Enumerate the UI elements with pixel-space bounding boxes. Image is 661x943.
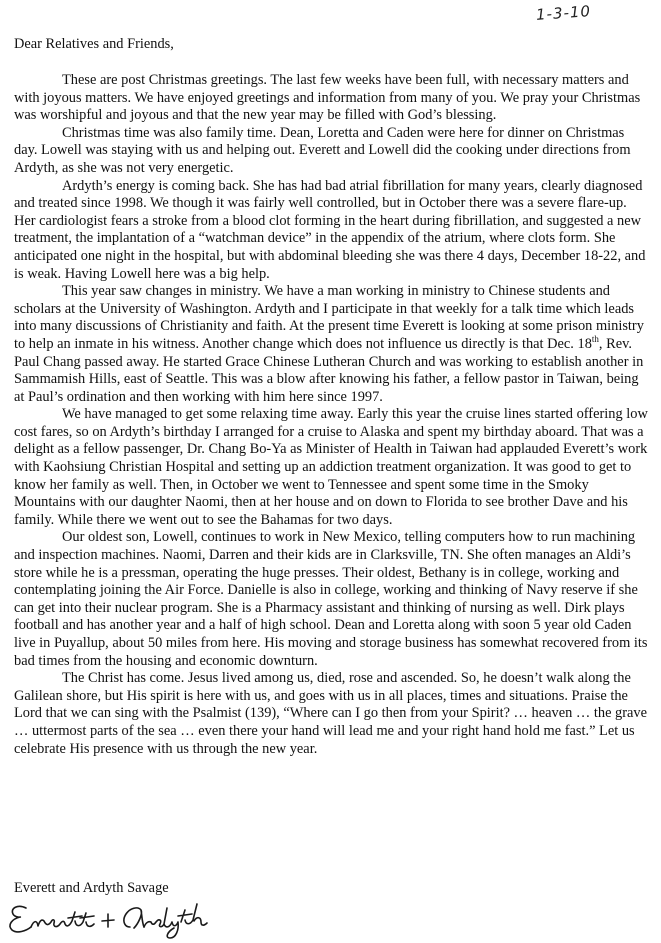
closing-names: Everett and Ardyth Savage xyxy=(14,880,169,896)
paragraph-children: Our oldest son, Lowell, continues to work in New Mexico, telling computers how to run machining and inspection machines. Naomi, Darren and their kids are in Clarksville, TN. She often manages an Aldi’s store while he is a pressman, operating the huge presses. Their oldest, Bethany is in college, working and contemplating joining the Air Force. Danielle is also in college, working and thinking of Navy reserve if she can get into their nuclear program. She is a Pharmacy assistant and thinking of nursing as well. Dirk plays football and has another year and a half of high school. Dean and Loretta along with soon 5 year old Caden live in Puyallup, about 50 miles from here. His moving and storage business has somewhat recovered from its bad times from the housing and economic downturn. xyxy=(14,529,648,669)
paragraph-ministry xyxy=(14,283,650,406)
paragraph-travel: We have managed to get some relaxing time away. Early this year the cruise lines started offering low cost fares, so on Ardyth’s birthday I arranged for a cruise to Alaska and spent my birthday aboard. That was a delight as a fellow passenger, Dr. Chang Bo-Ya as Minister of Health in Taiwan had applauded Everett’s work with Kaohsiung Christian Hospital and setting up an addiction treatment organization. It was good to get to know her family as well. Then, in October we went to Tennessee and spent some time in the Smoky Mountains with our daughter Naomi, then at her house and on down to Florida to see brother Dave and his family. While there we went out to see the Bahamas for two days. xyxy=(14,406,648,528)
salutation: Dear Relatives and Friends, xyxy=(14,36,174,52)
ministry-text-before: This year saw changes in ministry. We have a man working in ministry to Chinese students and scholars at the University of Washington. Ardyth and I participate in that weekly for a talk time which leads into many discussions of Christianity and faith. At the present time Everett is looking at some prison ministry to help an inmate in his witness. Another change which does not influence us directly is that Dec. 18 xyxy=(14,283,644,352)
handwritten-date: 1-3-10 xyxy=(535,2,592,24)
ordinal-suffix: th xyxy=(591,334,599,345)
paragraph-christ: The Christ has come. Jesus lived among us, died, rose and ascended. So, he doesn’t walk along the Galilean shore, but His spirit is here with us, and goes with us in all places, times and situations. Praise the Lord that we can sing with the Psalmist (139), “Where can I go then from your Spirit? … heaven … the grave … uttermost parts of the sea … even there your hand will lead me and your right hand hold me fast.” Let us celebrate His presence with us through the new year. xyxy=(14,670,648,757)
handwritten-signature xyxy=(4,894,234,940)
paragraph-family-time: Christmas time was also family time. Dean, Loretta and Caden were here for dinner on Christmas day. Lowell was staying with us and helping out. Everett and Lowell did the cooking under directions from Ardyth, as she was not very energetic. xyxy=(14,124,631,176)
paragraph-greetings: These are post Christmas greetings. The last few weeks have been full, with necessary matters and with joyous matters. We have enjoyed greetings and information from many of you. We pray your Christmas was worshipful and joyous and that the new year may be filled with God’s blessing. xyxy=(14,72,641,124)
paragraph-health: Ardyth’s energy is coming back. She has had bad atrial fibrillation for many years, clearly diagnosed and treated since 1998. We though it was fairly well controlled, but in October there was a severe flare-up. Her cardiologist fears a stroke from a blood clot forming in the heart during fibrillation, and suggested a new treatment, the implantation of a “watchman device” in the appendix of the atrium, where clots form. She anticipated one night in the hospital, but with abdominal bleeding she was there 4 days, December 18-22, and is weak. Having Lowell here was a big help. xyxy=(14,177,646,282)
letter-body xyxy=(14,72,650,758)
ministry-text-after: , Rev. Paul Chang passed away. He started Grace Chinese Lutheran Church and was working to establish another in Sammamish Hills, east of Seattle. This was a blow after knowing his father, a fellow pastor in Taiwan, being at Paul’s ordination and then working with him here since 1997. xyxy=(14,335,644,405)
